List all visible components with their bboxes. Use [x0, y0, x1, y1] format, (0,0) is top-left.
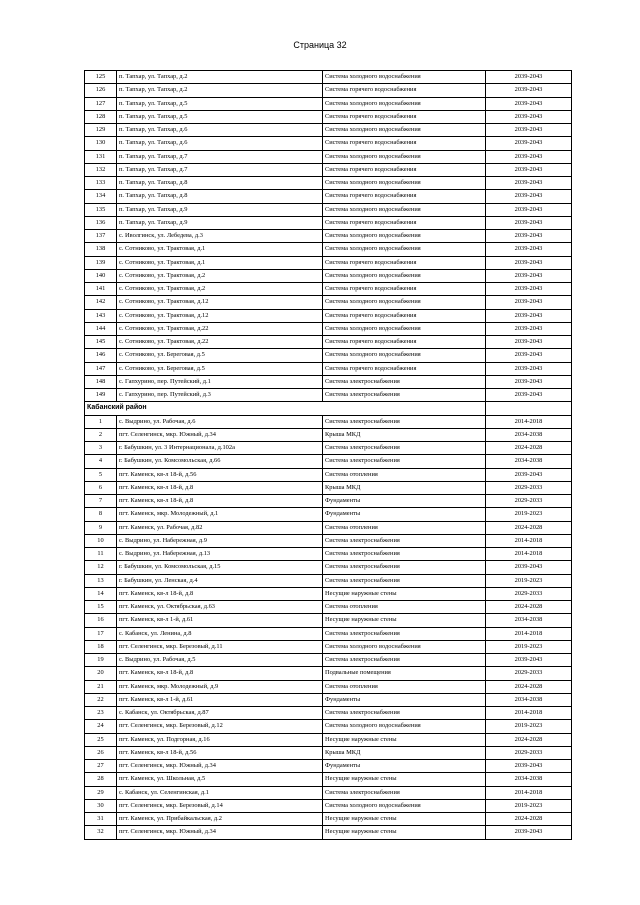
row-period: 2039-2043: [486, 230, 572, 243]
table-row: [85, 243, 572, 256]
row-period: 2039-2043: [486, 137, 572, 150]
row-number: 145: [85, 336, 117, 349]
row-period: 2034-2038: [486, 693, 572, 706]
row-period: 2039-2043: [486, 561, 572, 574]
section-header-group: [85, 402, 572, 415]
table-row: [85, 521, 572, 534]
row-address: с. Сотниково, ул. Трактовая, д.2: [117, 283, 323, 296]
row-address: с. Сотниково, ул. Трактовая, д.1: [117, 256, 323, 269]
table-row: [85, 84, 572, 97]
table-row: [85, 428, 572, 441]
table-row: [85, 574, 572, 587]
table-row: [85, 548, 572, 561]
row-period: 2024-2028: [486, 442, 572, 455]
row-period: 2039-2043: [486, 190, 572, 203]
table-row: [85, 534, 572, 547]
row-address: с. Выдрино, ул. Набережная, д.13: [117, 548, 323, 561]
row-number: 23: [85, 707, 117, 720]
row-system: Система холодного водоснабжения: [323, 720, 486, 733]
row-system: Система холодного водоснабжения: [323, 296, 486, 309]
row-address: г. Бабушкин, ул. Комсомольская, д.15: [117, 561, 323, 574]
row-system: Система горячего водоснабжения: [323, 190, 486, 203]
table-row: [85, 773, 572, 786]
row-system: Система электроснабжения: [323, 375, 486, 388]
row-system: Подвальные помещения: [323, 667, 486, 680]
table-row: [85, 587, 572, 600]
row-number: 127: [85, 97, 117, 110]
row-number: 129: [85, 124, 117, 137]
row-period: 2039-2043: [486, 163, 572, 176]
row-period: 2039-2043: [486, 283, 572, 296]
row-address: п. Тапхар, ул. Тапхар, д.2: [117, 71, 323, 84]
row-number: 125: [85, 71, 117, 84]
row-number: 126: [85, 84, 117, 97]
row-address: пгт. Каменск, ул. Октябрьская, д.63: [117, 601, 323, 614]
row-period: 2034-2038: [486, 455, 572, 468]
row-period: 2014-2018: [486, 548, 572, 561]
row-number: 17: [85, 627, 117, 640]
row-number: 133: [85, 177, 117, 190]
table-row: [85, 216, 572, 229]
row-number: 16: [85, 614, 117, 627]
row-address: с. Кабанск, ул. Ленина, д.8: [117, 627, 323, 640]
row-system: Несущие наружные стены: [323, 813, 486, 826]
table-row: [85, 826, 572, 839]
row-number: 144: [85, 322, 117, 335]
section-title: Кабанский район: [85, 402, 486, 415]
row-address: с. Сотниково, ул. Береговая, д.5: [117, 362, 323, 375]
row-number: 146: [85, 349, 117, 362]
row-number: 3: [85, 442, 117, 455]
row-system: Система отопления: [323, 521, 486, 534]
table-row: [85, 362, 572, 375]
row-period: 2034-2038: [486, 773, 572, 786]
row-number: 5: [85, 468, 117, 481]
table-row: [85, 230, 572, 243]
row-system: Фундаменты: [323, 495, 486, 508]
row-address: с. Сотниково, ул. Трактовая, д.12: [117, 296, 323, 309]
row-system: Крыша МКД: [323, 481, 486, 494]
row-address: пгт. Селенгинск, мкр. Южный, д.34: [117, 826, 323, 839]
row-system: Несущие наружные стены: [323, 826, 486, 839]
row-period: 2014-2018: [486, 786, 572, 799]
row-system: Несущие наружные стены: [323, 614, 486, 627]
row-system: Система горячего водоснабжения: [323, 84, 486, 97]
row-system: Система холодного водоснабжения: [323, 243, 486, 256]
table-row: [85, 455, 572, 468]
row-system: Система электроснабжения: [323, 455, 486, 468]
row-period: 2034-2038: [486, 428, 572, 441]
table-row: [85, 137, 572, 150]
row-address: с. Сотниково, ул. Трактовая, д.22: [117, 336, 323, 349]
row-number: 143: [85, 309, 117, 322]
row-system: Система электроснабжения: [323, 786, 486, 799]
row-system: Система холодного водоснабжения: [323, 71, 486, 84]
row-number: 31: [85, 813, 117, 826]
row-address: с. Сотниково, ул. Трактовая, д.22: [117, 322, 323, 335]
row-period: 2039-2043: [486, 375, 572, 388]
row-system: Система электроснабжения: [323, 561, 486, 574]
table-row: [85, 71, 572, 84]
table-row: [85, 468, 572, 481]
row-number: 139: [85, 256, 117, 269]
row-system: Система холодного водоснабжения: [323, 799, 486, 812]
row-system: Система электроснабжения: [323, 574, 486, 587]
table-row: [85, 680, 572, 693]
row-address: г. Бабушкин, ул. Комсомольская, д.66: [117, 455, 323, 468]
row-address: с. Сотниково, ул. Трактовая, д.12: [117, 309, 323, 322]
row-address: пгт. Селенгинск, мкр. Южный, д.34: [117, 760, 323, 773]
row-system: Система электроснабжения: [323, 415, 486, 428]
row-period: 2014-2018: [486, 707, 572, 720]
table-row: [85, 601, 572, 614]
row-address: пгт. Селенгинск, мкр. Березовый, д.14: [117, 799, 323, 812]
row-address: п. Тапхар, ул. Тапхар, д.5: [117, 110, 323, 123]
table-row: [85, 415, 572, 428]
row-period: 2029-2033: [486, 587, 572, 600]
row-period: 2029-2033: [486, 746, 572, 759]
row-period: 2039-2043: [486, 110, 572, 123]
table-row: [85, 349, 572, 362]
row-address: п. Тапхар, ул. Тапхар, д.6: [117, 137, 323, 150]
row-period: 2039-2043: [486, 243, 572, 256]
table-row: [85, 746, 572, 759]
row-number: 32: [85, 826, 117, 839]
row-period: 2024-2028: [486, 521, 572, 534]
row-number: 7: [85, 495, 117, 508]
row-system: Крыша МКД: [323, 746, 486, 759]
row-system: Система горячего водоснабжения: [323, 336, 486, 349]
row-address: пгт. Каменск, кв-л 18-й, д.56: [117, 746, 323, 759]
row-system: Система горячего водоснабжения: [323, 110, 486, 123]
section-empty-cell: [486, 402, 572, 415]
table-row: [85, 163, 572, 176]
table-row: [85, 283, 572, 296]
row-number: 26: [85, 746, 117, 759]
row-number: 138: [85, 243, 117, 256]
table-row: [85, 667, 572, 680]
row-period: 2039-2043: [486, 84, 572, 97]
row-address: пгт. Каменск, кв-л 1-й, д.61: [117, 614, 323, 627]
row-number: 19: [85, 654, 117, 667]
row-number: 6: [85, 481, 117, 494]
table-row: [85, 190, 572, 203]
row-number: 30: [85, 799, 117, 812]
row-number: 14: [85, 587, 117, 600]
row-period: 2039-2043: [486, 309, 572, 322]
table-row: [85, 269, 572, 282]
row-period: 2039-2043: [486, 256, 572, 269]
row-period: 2039-2043: [486, 826, 572, 839]
row-system: Система холодного водоснабжения: [323, 322, 486, 335]
table-body-part1: [85, 71, 572, 402]
row-period: 2029-2033: [486, 495, 572, 508]
row-address: пгт. Каменск, мкр. Молодежный, д.9: [117, 680, 323, 693]
row-address: пгт. Селенгинск, мкр. Южный, д.34: [117, 428, 323, 441]
row-number: 148: [85, 375, 117, 388]
row-system: Система горячего водоснабжения: [323, 216, 486, 229]
row-address: с. Сотниково, ул. Трактовая, д.2: [117, 269, 323, 282]
row-system: Система холодного водоснабжения: [323, 177, 486, 190]
table-row: [85, 640, 572, 653]
row-system: Несущие наружные стены: [323, 587, 486, 600]
table-row: [85, 508, 572, 521]
row-period: 2039-2043: [486, 336, 572, 349]
row-system: Система горячего водоснабжения: [323, 137, 486, 150]
row-number: 12: [85, 561, 117, 574]
row-system: Система холодного водоснабжения: [323, 203, 486, 216]
row-period: 2019-2023: [486, 508, 572, 521]
row-number: 135: [85, 203, 117, 216]
row-number: 29: [85, 786, 117, 799]
table-row: [85, 97, 572, 110]
row-period: 2039-2043: [486, 654, 572, 667]
row-address: п. Тапхар, ул. Тапхар, д.9: [117, 216, 323, 229]
row-number: 10: [85, 534, 117, 547]
row-number: 130: [85, 137, 117, 150]
row-system: Система отопления: [323, 680, 486, 693]
table-row: [85, 760, 572, 773]
row-period: 2039-2043: [486, 203, 572, 216]
row-period: 2014-2018: [486, 415, 572, 428]
row-period: 2039-2043: [486, 269, 572, 282]
row-period: 2024-2028: [486, 813, 572, 826]
row-number: 137: [85, 230, 117, 243]
row-number: 132: [85, 163, 117, 176]
table-row: [85, 296, 572, 309]
row-system: Система горячего водоснабжения: [323, 256, 486, 269]
table-row: [85, 336, 572, 349]
row-system: Фундаменты: [323, 693, 486, 706]
row-address: п. Тапхар, ул. Тапхар, д.9: [117, 203, 323, 216]
row-period: 2039-2043: [486, 468, 572, 481]
row-address: с. Гапхурино, пер. Путейский, д.3: [117, 389, 323, 402]
table-row: [85, 707, 572, 720]
row-system: Система горячего водоснабжения: [323, 309, 486, 322]
row-address: п. Тапхар, ул. Тапхар, д.6: [117, 124, 323, 137]
row-period: 2039-2043: [486, 389, 572, 402]
row-period: 2034-2038: [486, 614, 572, 627]
row-number: 21: [85, 680, 117, 693]
table-body-part2: [85, 415, 572, 839]
row-system: Система электроснабжения: [323, 548, 486, 561]
table-row: [85, 256, 572, 269]
row-address: п. Тапхар, ул. Тапхар, д.7: [117, 163, 323, 176]
row-system: Система отопления: [323, 601, 486, 614]
row-system: Система холодного водоснабжения: [323, 124, 486, 137]
row-system: Система электроснабжения: [323, 534, 486, 547]
row-address: с. Сотниково, ул. Трактовая, д.1: [117, 243, 323, 256]
row-system: Система горячего водоснабжения: [323, 362, 486, 375]
row-period: 2024-2028: [486, 733, 572, 746]
row-address: с. Выдрино, ул. Набережная, д.9: [117, 534, 323, 547]
row-address: п. Тапхар, ул. Тапхар, д.7: [117, 150, 323, 163]
row-address: пгт. Каменск, кв-л 18-й, д.8: [117, 495, 323, 508]
table-row: [85, 654, 572, 667]
table-row: [85, 442, 572, 455]
row-period: 2029-2033: [486, 481, 572, 494]
table-row: [85, 322, 572, 335]
row-system: Несущие наружные стены: [323, 773, 486, 786]
row-address: пгт. Каменск, ул. Прибайкальская, д.2: [117, 813, 323, 826]
row-period: 2039-2043: [486, 760, 572, 773]
row-address: пгт. Селенгинск, мкр. Березовый, д.11: [117, 640, 323, 653]
row-system: Крыша МКД: [323, 428, 486, 441]
row-period: 2014-2018: [486, 627, 572, 640]
row-address: пгт. Каменск, кв-л 18-й, д.8: [117, 667, 323, 680]
row-period: 2039-2043: [486, 177, 572, 190]
row-number: 142: [85, 296, 117, 309]
row-address: п. Тапхар, ул. Тапхар, д.2: [117, 84, 323, 97]
row-number: 28: [85, 773, 117, 786]
row-system: Система холодного водоснабжения: [323, 269, 486, 282]
row-system: Система холодного водоснабжения: [323, 640, 486, 653]
table-row: [85, 720, 572, 733]
row-number: 9: [85, 521, 117, 534]
row-address: с. Гапхурино, пер. Путейский, д.1: [117, 375, 323, 388]
row-address: пгт. Каменск, кв-л 18-й, д.8: [117, 481, 323, 494]
row-address: пгт. Каменск, кв-л 18-й, д.56: [117, 468, 323, 481]
row-number: 1: [85, 415, 117, 428]
table-row: [85, 309, 572, 322]
row-period: 2039-2043: [486, 71, 572, 84]
row-system: Система холодного водоснабжения: [323, 97, 486, 110]
row-period: 2029-2033: [486, 667, 572, 680]
table-row: [85, 786, 572, 799]
row-system: Система холодного водоснабжения: [323, 349, 486, 362]
row-period: 2039-2043: [486, 322, 572, 335]
row-address: с. Выдрино, ул. Рабочая, д.6: [117, 415, 323, 428]
row-system: Система электроснабжения: [323, 707, 486, 720]
table-row: [85, 614, 572, 627]
row-system: Несущие наружные стены: [323, 733, 486, 746]
row-period: 2039-2043: [486, 296, 572, 309]
row-period: 2019-2023: [486, 720, 572, 733]
table-row: [85, 813, 572, 826]
row-address: п. Тапхар, ул. Тапхар, д.8: [117, 177, 323, 190]
row-number: 149: [85, 389, 117, 402]
row-number: 15: [85, 601, 117, 614]
row-address: пгт. Каменск, мкр. Молодежный, д.1: [117, 508, 323, 521]
row-address: с. Иволгинск, ул. Лебедева, д.3: [117, 230, 323, 243]
row-number: 27: [85, 760, 117, 773]
row-period: 2014-2018: [486, 534, 572, 547]
row-address: п. Тапхар, ул. Тапхар, д.5: [117, 97, 323, 110]
row-system: Система отопления: [323, 468, 486, 481]
row-system: Система электроснабжения: [323, 627, 486, 640]
row-system: Система горячего водоснабжения: [323, 163, 486, 176]
table-row: [85, 799, 572, 812]
row-address: пгт. Селенгинск, мкр. Березовый, д.12: [117, 720, 323, 733]
row-period: 2039-2043: [486, 216, 572, 229]
row-period: 2019-2023: [486, 799, 572, 812]
row-system: Система электроснабжения: [323, 389, 486, 402]
row-address: пгт. Каменск, ул. Школьная, д.5: [117, 773, 323, 786]
row-number: 8: [85, 508, 117, 521]
page-title: Страница 32: [293, 40, 347, 50]
row-period: 2039-2043: [486, 349, 572, 362]
table-row: [85, 375, 572, 388]
row-period: 2019-2023: [486, 574, 572, 587]
row-address: пгт. Каменск, ул. Подгорная, д.16: [117, 733, 323, 746]
row-system: Система холодного водоснабжения: [323, 230, 486, 243]
row-period: 2039-2043: [486, 362, 572, 375]
row-number: 4: [85, 455, 117, 468]
row-system: Система электроснабжения: [323, 654, 486, 667]
table-row: [85, 150, 572, 163]
row-address: с. Кабанск, ул. Октябрьская, д.87: [117, 707, 323, 720]
row-system: Система горячего водоснабжения: [323, 283, 486, 296]
table-row: [85, 110, 572, 123]
row-number: 141: [85, 283, 117, 296]
table-row: [85, 124, 572, 137]
row-number: 131: [85, 150, 117, 163]
table-row: [85, 177, 572, 190]
row-system: Фундаменты: [323, 508, 486, 521]
row-number: 147: [85, 362, 117, 375]
table-row: [85, 561, 572, 574]
row-address: с. Сотниково, ул. Береговая, д.5: [117, 349, 323, 362]
section-header-row: [85, 402, 572, 415]
row-period: 2024-2028: [486, 601, 572, 614]
row-system: Фундаменты: [323, 760, 486, 773]
row-number: 20: [85, 667, 117, 680]
row-address: пгт. Каменск, ул. Рабочая, д.82: [117, 521, 323, 534]
table-row: [85, 495, 572, 508]
row-number: 128: [85, 110, 117, 123]
row-number: 11: [85, 548, 117, 561]
row-number: 2: [85, 428, 117, 441]
row-number: 13: [85, 574, 117, 587]
row-number: 140: [85, 269, 117, 282]
row-period: 2024-2028: [486, 680, 572, 693]
table-row: [85, 389, 572, 402]
row-address: п. Тапхар, ул. Тапхар, д.8: [117, 190, 323, 203]
repair-schedule-table: [84, 70, 572, 840]
row-address: г. Бабушкин, ул. 3 Интернационала, д.102а: [117, 442, 323, 455]
table-row: [85, 203, 572, 216]
row-period: 2039-2043: [486, 124, 572, 137]
row-system: Система холодного водоснабжения: [323, 150, 486, 163]
row-number: 134: [85, 190, 117, 203]
row-number: 24: [85, 720, 117, 733]
row-period: 2019-2023: [486, 640, 572, 653]
row-address: пгт. Каменск, кв-л 18-й, д.8: [117, 587, 323, 600]
table-row: [85, 627, 572, 640]
table-row: [85, 733, 572, 746]
row-address: пгт. Каменск, кв-л 1-й, д.61: [117, 693, 323, 706]
row-period: 2039-2043: [486, 150, 572, 163]
table-row: [85, 693, 572, 706]
row-address: с. Выдрино, ул. Рабочая, д.5: [117, 654, 323, 667]
row-number: 22: [85, 693, 117, 706]
row-number: 136: [85, 216, 117, 229]
table-row: [85, 481, 572, 494]
row-address: г. Бабушкин, ул. Ленская, д.4: [117, 574, 323, 587]
row-number: 18: [85, 640, 117, 653]
row-period: 2039-2043: [486, 97, 572, 110]
row-system: Система электроснабжения: [323, 442, 486, 455]
row-number: 25: [85, 733, 117, 746]
row-address: с. Кабанск, ул. Селенгинская, д.1: [117, 786, 323, 799]
